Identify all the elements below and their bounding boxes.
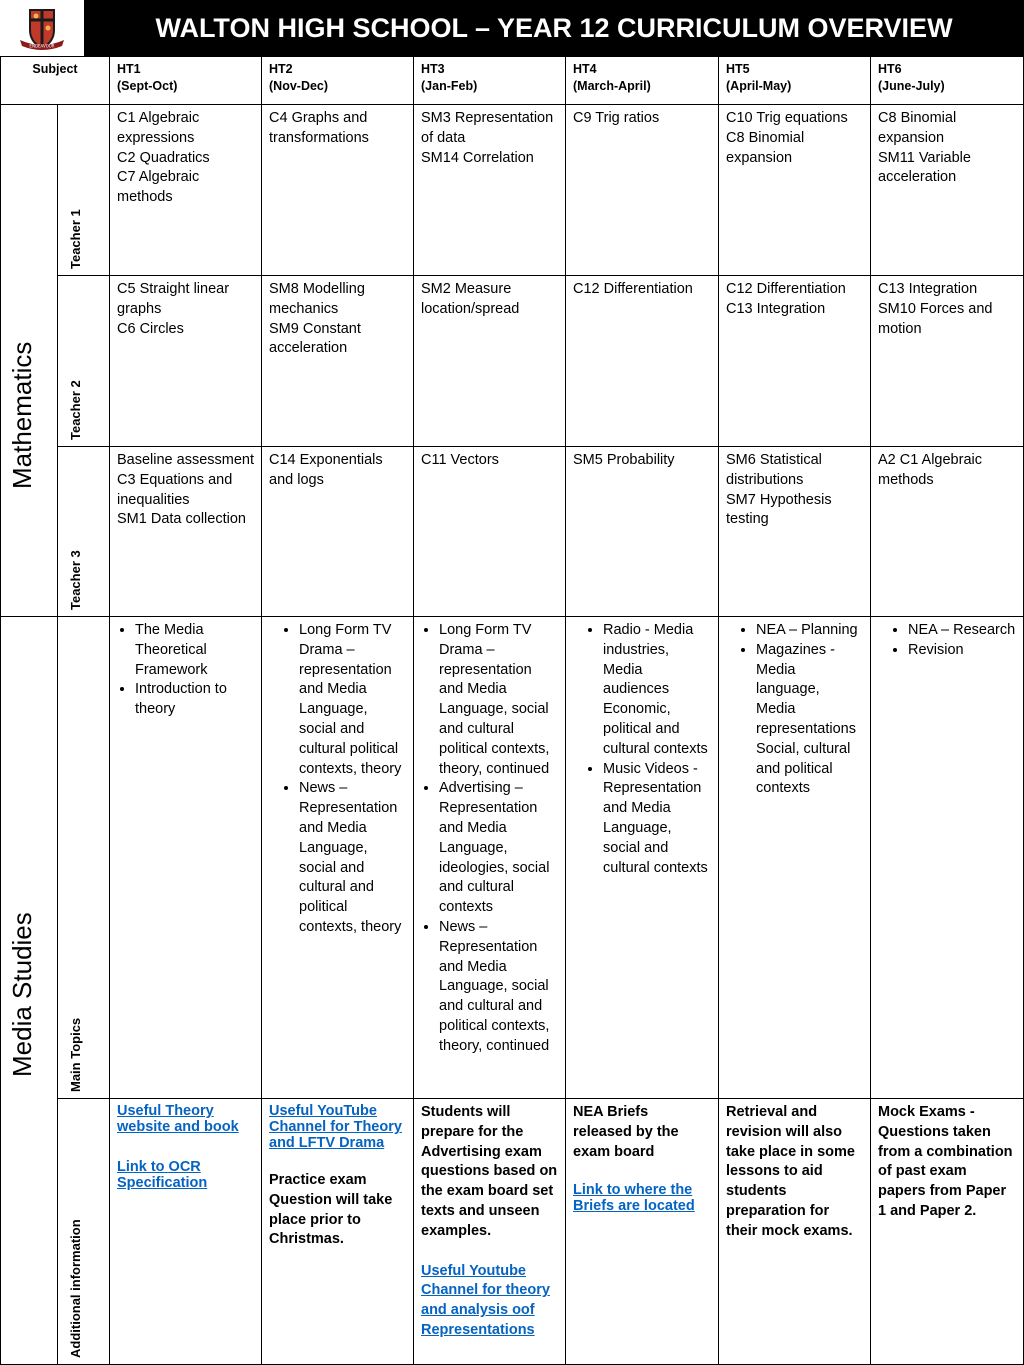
teacher-3-label: Teacher 3 <box>68 550 83 610</box>
math-t1-ht6: C8 Binomial expansion SM11 Variable acceleration <box>870 104 1024 276</box>
math-t3-ht2: C14 Exponentials and logs <box>261 446 414 617</box>
math-t1-ht5: C10 Trig equations C8 Binomial expansion <box>718 104 871 276</box>
math-t2-ht2: SM8 Modelling mechanics SM9 Constant acceleration <box>261 275 414 447</box>
page-header <box>0 0 1024 56</box>
subject-cell-mathematics <box>0 104 58 617</box>
math-t3-ht1: Baseline assessment C3 Equations and inequalities SM1 Data collection <box>109 446 262 617</box>
math-t2-ht3: SM2 Measure location/spread <box>413 275 566 447</box>
media-info-ht4 <box>565 1098 719 1365</box>
teacher-2-label: Teacher 2 <box>68 380 83 440</box>
header-ht2: HT2 (Nov-Dec) <box>261 56 414 105</box>
nea-briefs-link[interactable]: Link to where the Briefs are located <box>573 1182 695 1215</box>
media-info-ht2 <box>261 1098 414 1365</box>
media-info-ht5 <box>718 1098 871 1365</box>
math-t3-ht3: C11 Vectors <box>413 446 566 617</box>
subject-mathematics: Mathematics <box>7 341 37 489</box>
additional-info-label: Additional information <box>68 1219 83 1358</box>
page-title: WALTON HIGH SCHOOL – YEAR 12 CURRICULUM OVERVIEW <box>84 0 1024 56</box>
media-main-ht4: • Radio - Media industries, Media audiences Economic, political and cultural contexts • Music Videos - Representation and Media Language, social and cultural contexts <box>565 616 719 1099</box>
header-ht3: HT3 (Jan-Feb) <box>413 56 566 105</box>
header-ht4: HT4 (March-April) <box>565 56 719 105</box>
teacher-1-label: Teacher 1 <box>68 209 83 269</box>
subject-cell-media-studies <box>0 616 58 1365</box>
teacher-3-label-cell <box>57 446 110 617</box>
media-main-ht2: • Long Form TV Drama – representation and Media Language, social and cultural political contexts, theory • News – Representation and Media Language, social and cultural and political contexts, theory <box>261 616 414 1099</box>
theory-website-link[interactable]: Useful Theory website and book <box>117 1103 239 1135</box>
additional-info-label-cell <box>57 1098 110 1365</box>
main-topics-label-cell <box>57 616 110 1099</box>
math-t2-ht5: C12 Differentiation C13 Integration <box>718 275 871 447</box>
youtube-theory-lftv-link[interactable]: Useful YouTube Channel for Theory and LFTV Drama <box>269 1103 402 1151</box>
media-info-ht6 <box>870 1098 1024 1365</box>
math-t2-ht4: C12 Differentiation <box>565 275 719 447</box>
youtube-representations-link[interactable]: Useful Youtube Channel for theory and analysis oof Representations <box>421 1262 550 1338</box>
math-t1-ht3: SM3 Representation of data SM14 Correlation <box>413 104 566 276</box>
math-t1-ht1: C1 Algebraic expressions C2 Quadratics C7 Algebraic methods <box>109 104 262 276</box>
ocr-specification-link[interactable]: Link to OCR Specification <box>117 1159 208 1191</box>
subject-media-studies: Media Studies <box>7 912 37 1077</box>
math-t3-ht4: SM5 Probability <box>565 446 719 617</box>
practice-exam-note: Practice exam Question will take place prior to Christmas. <box>269 1172 393 1248</box>
media-info-ht3 <box>413 1098 566 1365</box>
header-ht5: HT5 (April-May) <box>718 56 871 105</box>
crest-motto: ENDEAVOUR <box>29 43 55 49</box>
curriculum-table <box>0 56 1024 1365</box>
math-t1-ht2: C4 Graphs and transformations <box>261 104 414 276</box>
school-crest-icon <box>0 0 84 56</box>
teacher-1-label-cell <box>57 104 110 276</box>
logo-area <box>0 0 84 56</box>
subject-header: Subject <box>0 56 110 105</box>
nea-briefs-note: NEA Briefs released by the exam board <box>573 1104 679 1160</box>
media-main-ht3: • Long Form TV Drama – representation and Media Language, social and cultural political contexts, theory, continued • Advertising – Representation and Media Language, ideologies, social and cultural contexts • News – Representation and Media Language, social and cultural and political contexts, theory, continued <box>413 616 566 1099</box>
advertising-exam-note: Students will prepare for the Advertising exam questions based on the exam board set texts and unseen examples. <box>421 1104 558 1239</box>
retrieval-revision-note: Retrieval and revision will also take place in some lessons to aid students preparation for their mock exams. <box>726 1104 855 1239</box>
media-info-ht1 <box>109 1098 262 1365</box>
math-t2-ht1: C5 Straight linear graphs C6 Circles <box>109 275 262 447</box>
math-t2-ht6: C13 Integration SM10 Forces and motion <box>870 275 1024 447</box>
mock-exams-note: Mock Exams - Questions taken from a combination of past exam papers from Paper 1 and Paper 2. <box>878 1104 1013 1219</box>
math-t1-ht4: C9 Trig ratios <box>565 104 719 276</box>
header-ht6: HT6 (June-July) <box>870 56 1024 105</box>
media-main-ht1: • The Media Theoretical Framework • Introduction to theory <box>109 616 262 1099</box>
teacher-2-label-cell <box>57 275 110 447</box>
math-t3-ht5: SM6 Statistical distributions SM7 Hypothesis testing <box>718 446 871 617</box>
math-t3-ht6: A2 C1 Algebraic methods <box>870 446 1024 617</box>
main-topics-label: Main Topics <box>68 1017 83 1092</box>
header-ht1: HT1 (Sept-Oct) <box>109 56 262 105</box>
media-main-ht6: • NEA – Research • Revision <box>870 616 1024 1099</box>
media-main-ht5: • NEA – Planning • Magazines - Media language, Media representations Social, cultural and political contexts <box>718 616 871 1099</box>
